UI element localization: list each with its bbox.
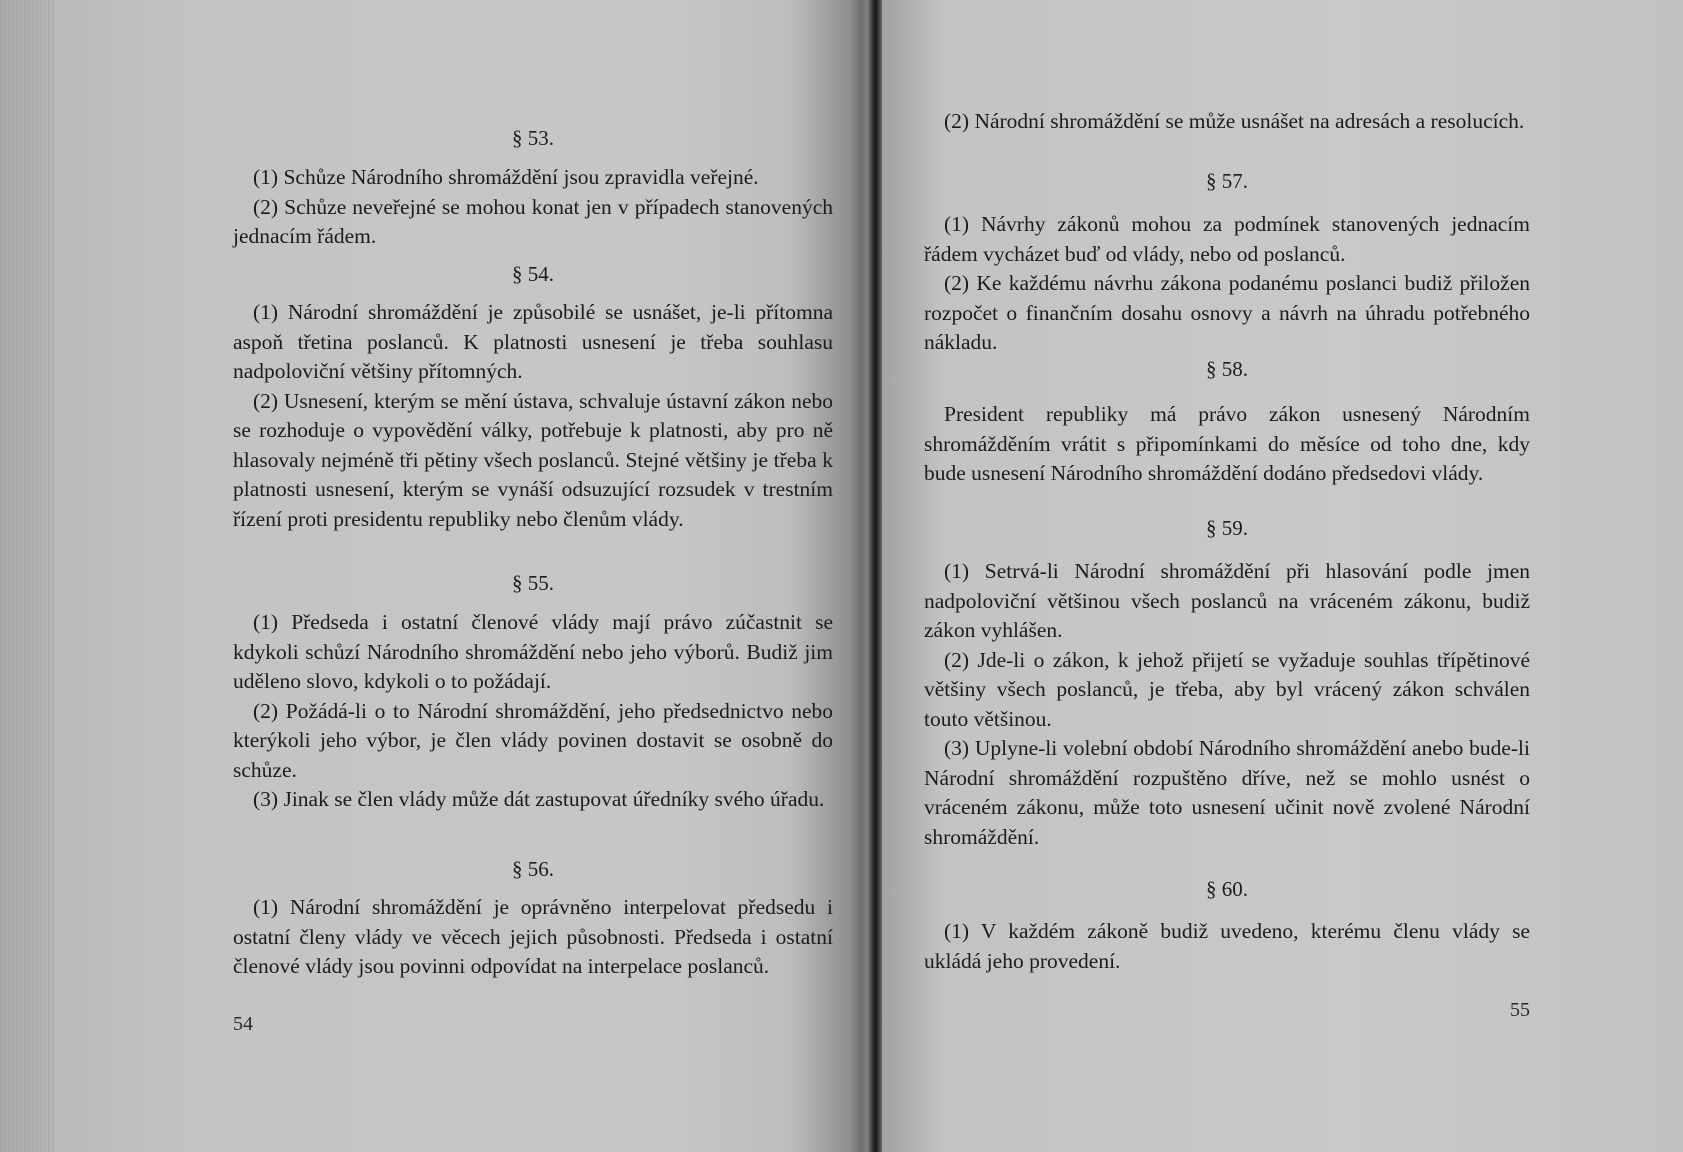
paragraph-number: (2): [944, 109, 970, 133]
paragraph-text: Setrvá-li Národní shromáždění při hlasování podle jmen nadpoloviční většinou všech poslanců na vráceném zákonu, budiž zákon vyhlášen.: [924, 559, 1531, 642]
paragraph: [924, 107, 1530, 137]
section-body: [924, 400, 1530, 489]
paragraph-text: Uplyne-li volební období Národního shromáždění anebo bude-li Národní shromáždění rozpuštěno dříve, než se mohlo usnést o vráceném zákonu, může toto usnesení učinit nově zvolené Národní shromáždění.: [924, 736, 1531, 849]
paragraph: [924, 269, 1530, 358]
section-body: [924, 210, 1530, 358]
section-heading: § 56.: [512, 857, 554, 881]
section-heading: § 55.: [512, 571, 554, 595]
paragraph-text: Jde-li o zákon, k jehož přijetí se vyžaduje souhlas třípětinové většiny všech poslanců, je třeba, aby byl vrácený zákon schválen touto většinou.: [924, 647, 1531, 731]
paragraph-number: (3): [944, 736, 970, 760]
paragraph-number: (2): [944, 647, 970, 672]
paragraph: [924, 917, 1530, 976]
paragraph-number: (1): [944, 559, 970, 583]
paragraph-text: V každém zákoně budiž uvedeno, kterému členu vlády se ukládá jeho provedení.: [924, 919, 1530, 973]
paragraph: [233, 785, 833, 815]
paragraph-text: Schůze Národního shromáždění jsou zpravidla veřejné.: [283, 165, 759, 189]
paragraph: [924, 210, 1530, 269]
paragraph-number: (2): [253, 194, 279, 219]
paragraph-text: Národní shromáždění je oprávněno interpelovat předsedu i ostatní členy vlády ve věcech jejich působnosti. Předseda i ostatní členové vlády jsou povinni odpovídat na interpelace poslanců.: [233, 895, 833, 978]
section-body: [233, 608, 833, 815]
paragraph-text: Návrhy zákonů mohou za podmínek stanovených jednacím řádem vycházet buď od vlády, nebo od poslanců.: [924, 212, 1530, 266]
section-body: [924, 107, 1530, 137]
paragraph-number: (1): [253, 610, 279, 634]
paragraph-text: Jinak se člen vlády může dát zastupovat úředníky svého úřadu.: [283, 787, 825, 811]
page-number: 54: [233, 1013, 253, 1035]
left-page: [233, 0, 833, 1152]
paragraph: [233, 163, 833, 193]
paragraph: [233, 893, 833, 982]
paragraph-number: (2): [253, 388, 279, 413]
paragraph: [924, 557, 1530, 646]
paragraph: [924, 734, 1530, 852]
section-body: [233, 298, 833, 534]
paragraph: [924, 646, 1530, 735]
paragraph-number: (1): [253, 165, 279, 189]
paragraph: [233, 298, 833, 387]
paragraph: [233, 608, 833, 697]
page-number: 55: [1510, 999, 1530, 1021]
paragraph: [233, 697, 833, 786]
paragraph-number: (1): [944, 919, 970, 943]
paragraph: [233, 387, 833, 535]
paragraph: [233, 193, 833, 252]
section-heading: § 60.: [1206, 877, 1248, 901]
section-body: [924, 917, 1530, 976]
paragraph-number: (1): [944, 212, 970, 236]
paragraph-text: Usnesení, kterým se mění ústava, schvaluje ústavní zákon nebo se rozhoduje o vypovědění války, potřebuje k platnosti, aby pro ně hlasovaly nejméně tři pětiny všech poslanců. Stejné většiny je třeba k platnosti usnesení, kterým se vynáší odsuzující rozsudek v trestním řízení proti presidentu republiky nebo členům vlády.: [233, 388, 833, 531]
section-heading: § 58.: [1206, 357, 1248, 381]
paragraph-number: (3): [253, 787, 279, 811]
book-gutter: [868, 0, 882, 1152]
paragraph-text: President republiky má právo zákon usnesený Národním shromážděním vrátit s připomínkami do měsíce od toho dne, kdy bude usnesení Národního shromáždění dodáno předsedovi vlády.: [924, 402, 1530, 485]
paragraph-text: Národní shromáždění se může usnášet na adresách a resolucích.: [974, 109, 1525, 133]
paragraph-text: Ke každému návrhu zákona podanému poslanci budiž přiložen rozpočet o finančním dosahu osnovy a návrh na úhradu potřebného nákladu.: [924, 271, 1530, 354]
right-page: [924, 0, 1530, 1152]
section-heading: § 53.: [512, 126, 554, 150]
page-edges: [0, 0, 54, 1152]
paragraph-text: Schůze neveřejné se mohou konat jen v případech stanovených jednacím řádem.: [233, 194, 833, 248]
paragraph-text: Požádá-li o to Národní shromáždění, jeho předsednictvo nebo kterýkoli jeho výbor, je člen vlády povinen dostavit se osobně do schůze.: [233, 698, 834, 782]
paragraph-number: (1): [253, 895, 279, 919]
section-body: [924, 557, 1530, 852]
paragraph-number: (1): [253, 300, 279, 324]
section-body: [233, 163, 833, 252]
section-body: [233, 893, 833, 982]
paragraph-text: Národní shromáždění je způsobilé se usnášet, je-li přítomna aspoň třetina poslanců. K platnosti usnesení je třeba souhlasu nadpoloviční většiny přítomných.: [233, 300, 833, 383]
paragraph-number: (2): [253, 698, 279, 723]
section-heading: § 54.: [512, 262, 554, 286]
paragraph: [924, 400, 1530, 489]
paragraph-number: (2): [944, 271, 970, 295]
paragraph-text: Předseda i ostatní členové vlády mají právo zúčastnit se kdykoli schůzí Národního shromáždění nebo jeho výborů. Budiž jim uděleno slovo, kdykoli o to požádají.: [233, 610, 834, 693]
section-heading: § 59.: [1206, 516, 1248, 540]
section-heading: § 57.: [1206, 169, 1248, 193]
